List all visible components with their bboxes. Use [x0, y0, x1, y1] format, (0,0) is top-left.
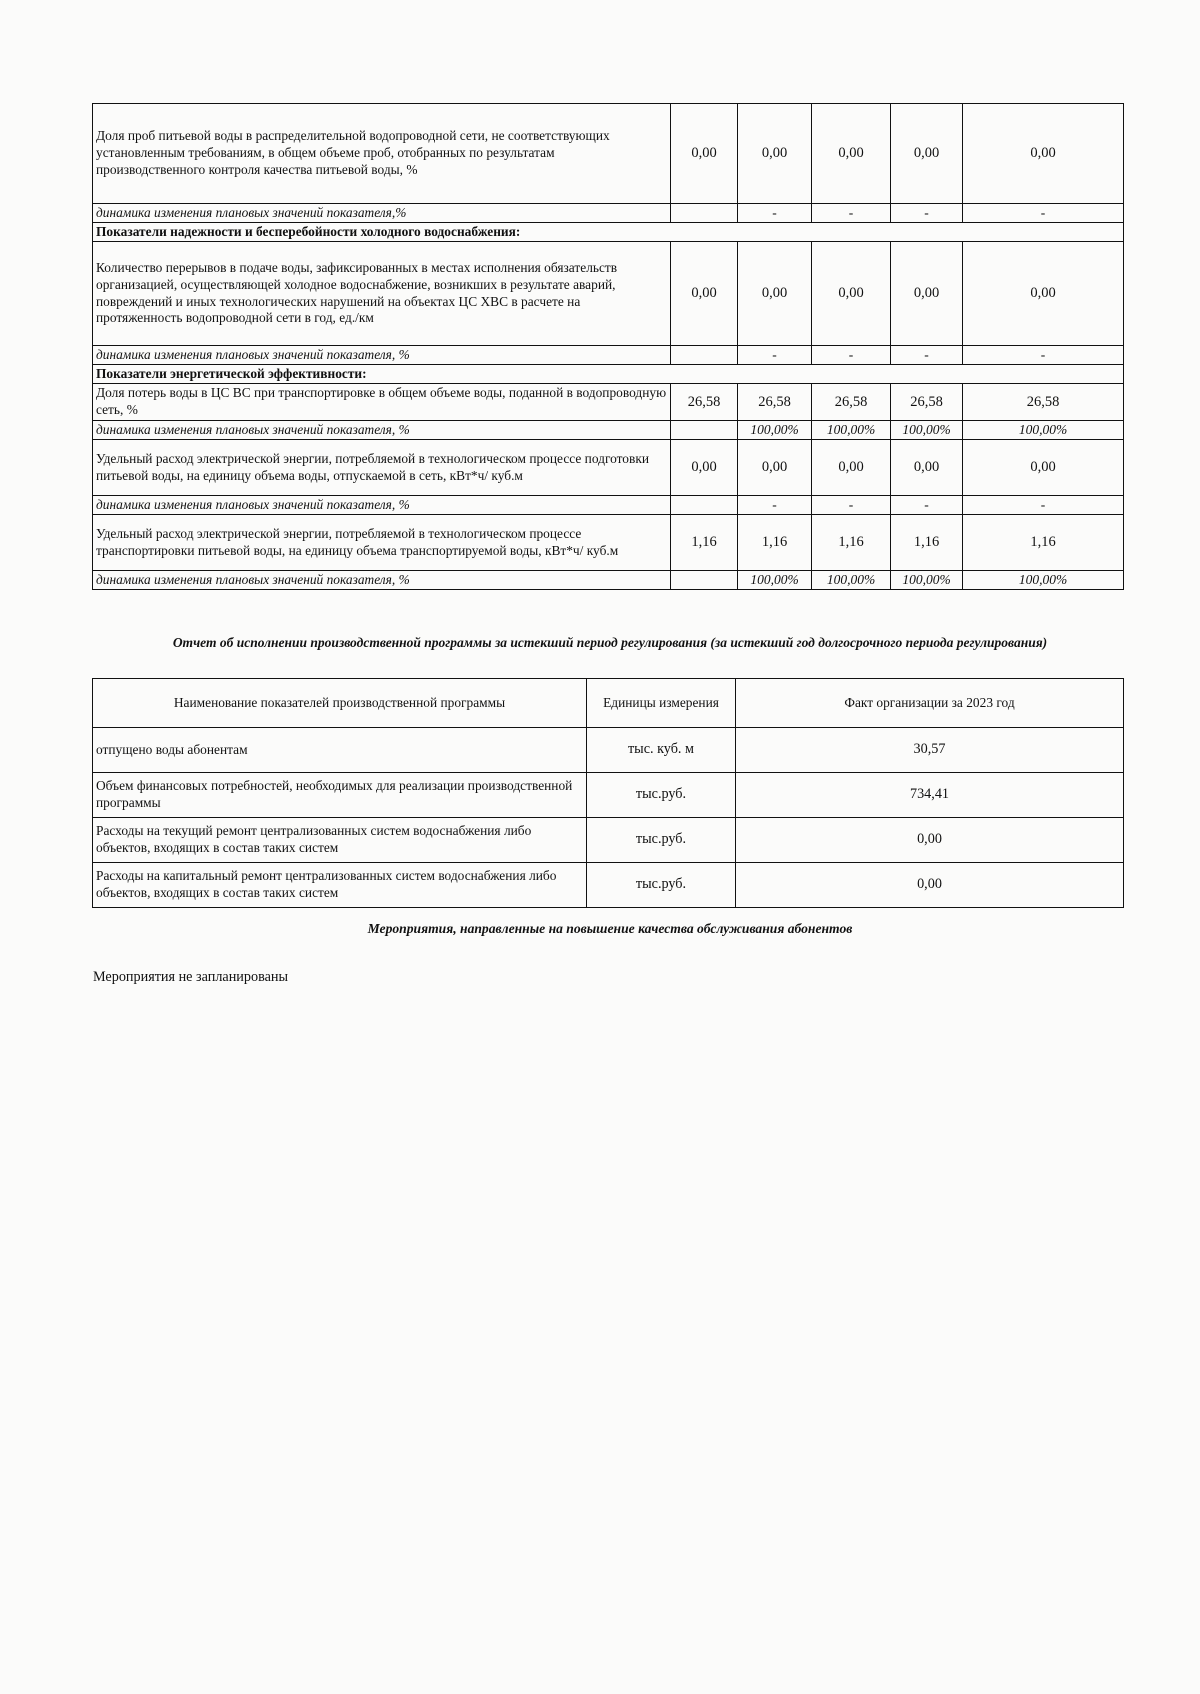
measures-text: Мероприятия не запланированы [93, 969, 289, 985]
table-row [93, 728, 1124, 773]
unit-cell: тыс. куб. м [587, 728, 736, 773]
indicator-value: 1,16 [963, 515, 1124, 571]
section-row [93, 365, 1124, 384]
dynamics-label: динамика изменения плановых значений показателя, % [93, 421, 671, 440]
indicator-value: 0,00 [671, 440, 738, 496]
measures-heading: Мероприятия, направленные на повышение качества обслуживания абонентов [367, 921, 853, 936]
indicator-label: Количество перерывов в подаче воды, зафиксированных в местах исполнения обязательств организацией, осуществляющей холодное водоснабжение, возникших в результате аварий, повреждений и иных технологических нарушений на объектах ЦС ХВС в расчете на протяженность водопроводной сети в год, ед./км [93, 242, 671, 346]
dynamics-value: - [812, 204, 891, 223]
dynamics-value: - [738, 204, 812, 223]
dynamics-value: - [891, 346, 963, 365]
section-row [93, 223, 1124, 242]
dynamics-value [671, 571, 738, 590]
fact-value: 0,00 [736, 863, 1124, 908]
indicator-value: 0,00 [891, 242, 963, 346]
program-indicator-label: Объем финансовых потребностей, необходимых для реализации производственной программы [93, 773, 587, 818]
column-header: Наименование показателей производственной программы [93, 679, 587, 728]
unit-cell: тыс.руб. [587, 863, 736, 908]
production-program-table [92, 678, 1124, 908]
dynamics-value: - [963, 204, 1124, 223]
indicator-value: 0,00 [891, 440, 963, 496]
dynamics-value: - [812, 346, 891, 365]
indicator-value: 1,16 [891, 515, 963, 571]
dynamics-value [671, 496, 738, 515]
dynamics-value: - [963, 496, 1124, 515]
dynamics-value: - [738, 496, 812, 515]
table-row [93, 818, 1124, 863]
program-indicator-label: Расходы на текущий ремонт централизованных систем водоснабжения либо объектов, входящих в состав таких систем [93, 818, 587, 863]
table-row [93, 204, 1124, 223]
dynamics-value: 100,00% [891, 571, 963, 590]
indicator-value: 0,00 [963, 104, 1124, 204]
indicator-value: 0,00 [812, 104, 891, 204]
section-heading: Показатели энергетической эффективности: [93, 365, 1124, 384]
indicator-value: 26,58 [738, 384, 812, 421]
table-row [93, 104, 1124, 204]
program-indicator-label: отпущено воды абонентам [93, 728, 587, 773]
table-row [93, 496, 1124, 515]
dynamics-value: 100,00% [812, 571, 891, 590]
indicator-value: 0,00 [963, 242, 1124, 346]
indicator-label: Удельный расход электрической энергии, потребляемой в технологическом процессе подготовки питьевой воды, на единицу объема воды, отпускаемой в сеть, кВт*ч/ куб.м [93, 440, 671, 496]
unit-cell: тыс.руб. [587, 773, 736, 818]
indicator-label: Доля потерь воды в ЦС ВС при транспортировке в общем объеме воды, поданной в водопроводную сеть, % [93, 384, 671, 421]
table-row [93, 384, 1124, 421]
indicator-value: 0,00 [738, 440, 812, 496]
table-row [93, 773, 1124, 818]
dynamics-value [671, 204, 738, 223]
fact-value: 0,00 [736, 818, 1124, 863]
table-row [93, 571, 1124, 590]
indicator-value: 0,00 [812, 242, 891, 346]
indicator-value: 0,00 [671, 104, 738, 204]
indicator-value: 1,16 [671, 515, 738, 571]
dynamics-value: 100,00% [963, 571, 1124, 590]
table-row [93, 346, 1124, 365]
column-header: Факт организации за 2023 год [736, 679, 1124, 728]
column-header: Единицы измерения [587, 679, 736, 728]
table-row [93, 421, 1124, 440]
dynamics-label: динамика изменения плановых значений показателя,% [93, 204, 671, 223]
section-heading: Показатели надежности и бесперебойности холодного водоснабжения: [93, 223, 1124, 242]
indicator-label: Доля проб питьевой воды в распределительной водопроводной сети, не соответствующих установленным требованиям, в общем объеме проб, отобранных по результатам производственного контроля качества питьевой воды, % [93, 104, 671, 204]
report-caption: Отчет об исполнении производственной программы за истекший период регулирования (за истекший год долгосрочного периода регулирования) [172, 635, 1048, 650]
program-indicator-label: Расходы на капитальный ремонт централизованных систем водоснабжения либо объектов, входящих в состав таких систем [93, 863, 587, 908]
table-row [93, 515, 1124, 571]
table-row [93, 863, 1124, 908]
dynamics-value [671, 421, 738, 440]
indicator-value: 26,58 [963, 384, 1124, 421]
indicator-label: Удельный расход электрической энергии, потребляемой в технологическом процессе транспортировки питьевой воды, на единицу объема транспортируемой воды, кВт*ч/ куб.м [93, 515, 671, 571]
indicator-value: 1,16 [738, 515, 812, 571]
table-header-row [93, 679, 1124, 728]
indicator-value: 0,00 [738, 242, 812, 346]
table-row [93, 440, 1124, 496]
dynamics-value: 100,00% [738, 421, 812, 440]
dynamics-value: 100,00% [738, 571, 812, 590]
indicator-value: 0,00 [891, 104, 963, 204]
indicator-value: 1,16 [812, 515, 891, 571]
dynamics-label: динамика изменения плановых значений показателя, % [93, 346, 671, 365]
dynamics-label: динамика изменения плановых значений показателя, % [93, 571, 671, 590]
dynamics-value: 100,00% [891, 421, 963, 440]
dynamics-value: - [738, 346, 812, 365]
unit-cell: тыс.руб. [587, 818, 736, 863]
indicator-value: 0,00 [812, 440, 891, 496]
indicator-value: 0,00 [738, 104, 812, 204]
fact-value: 30,57 [736, 728, 1124, 773]
dynamics-value: 100,00% [963, 421, 1124, 440]
dynamics-label: динамика изменения плановых значений показателя, % [93, 496, 671, 515]
dynamics-value: 100,00% [812, 421, 891, 440]
dynamics-value: - [812, 496, 891, 515]
table-row [93, 242, 1124, 346]
dynamics-value: - [891, 496, 963, 515]
indicator-value: 0,00 [963, 440, 1124, 496]
dynamics-value: - [963, 346, 1124, 365]
dynamics-value: - [891, 204, 963, 223]
indicator-value: 26,58 [891, 384, 963, 421]
indicators-table [92, 103, 1124, 590]
indicator-value: 26,58 [671, 384, 738, 421]
fact-value: 734,41 [736, 773, 1124, 818]
indicator-value: 26,58 [812, 384, 891, 421]
indicator-value: 0,00 [671, 242, 738, 346]
dynamics-value [671, 346, 738, 365]
